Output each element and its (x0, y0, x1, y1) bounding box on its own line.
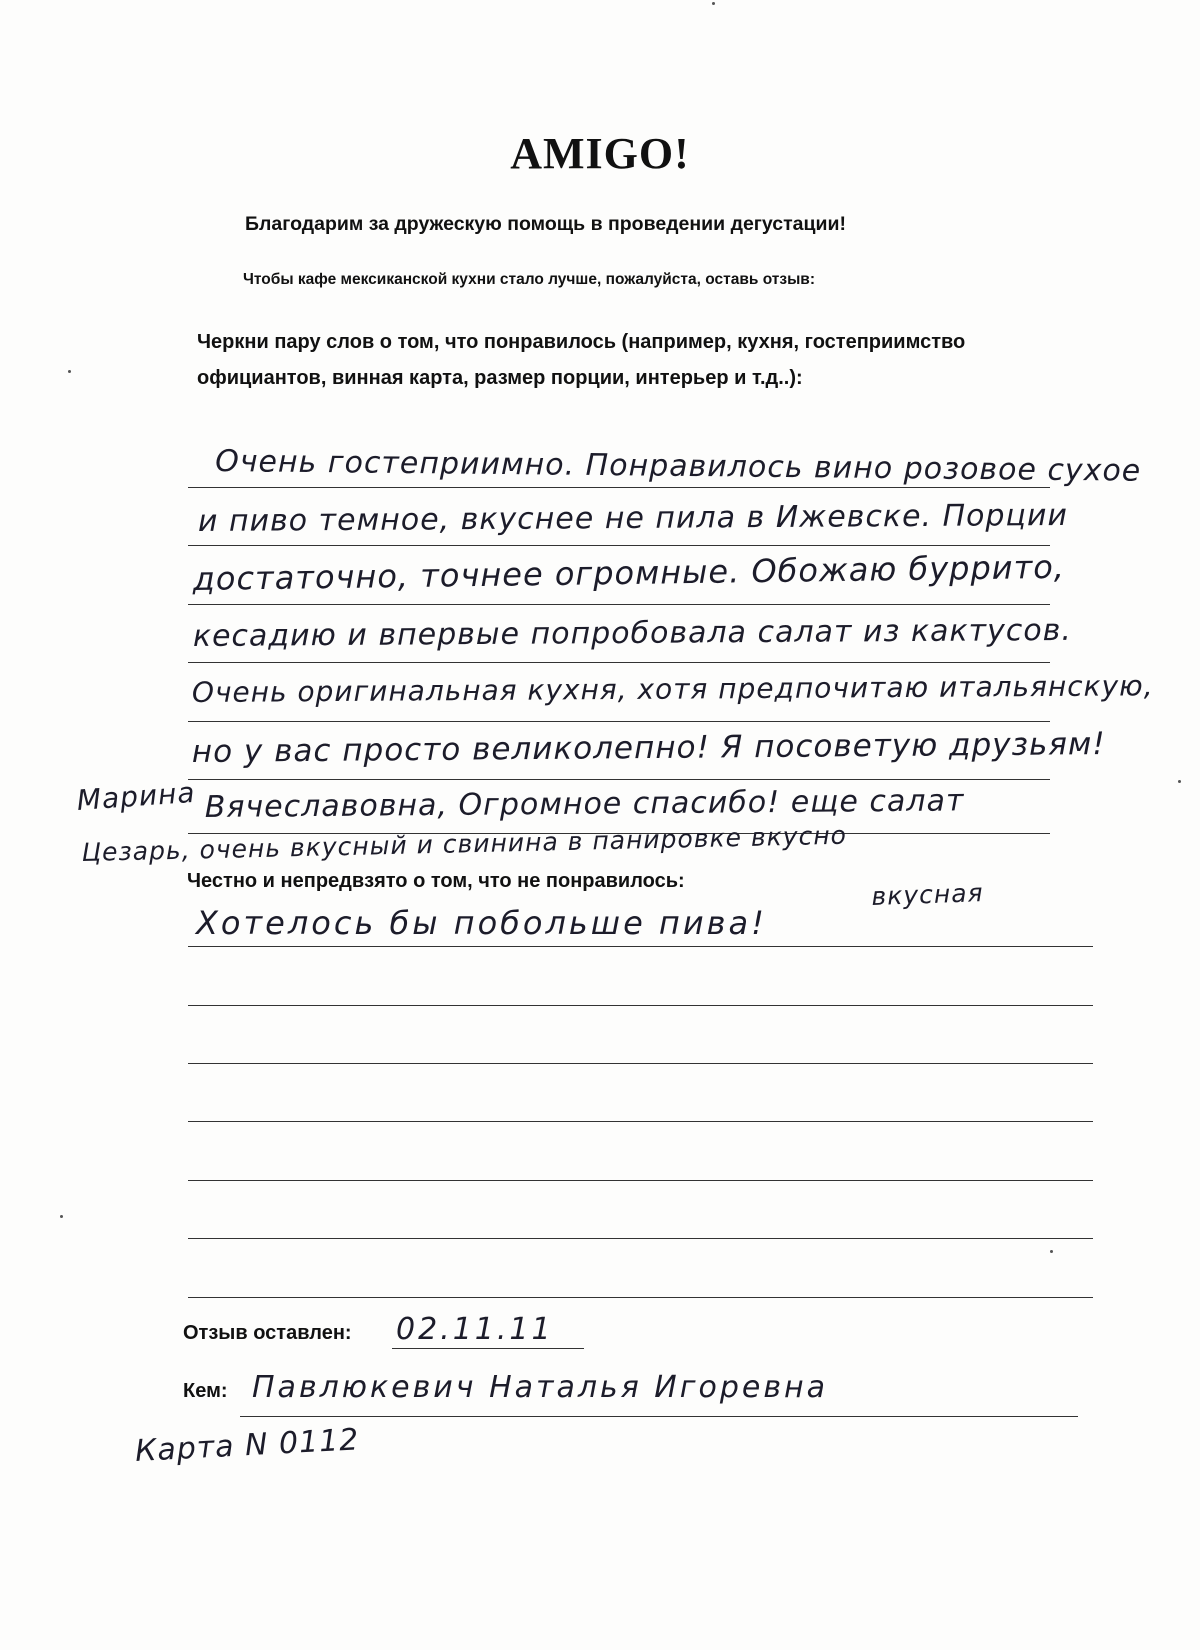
disliked-rule-2 (188, 1005, 1093, 1006)
liked-prompt: Черкни пару слов о том, что понравилось (например, кухня, гостеприимство официантов, винная карта, размер порции, интерьер и т.д..): (197, 331, 966, 389)
date-label: Отзыв оставлен: (183, 1322, 352, 1344)
liked-handwritten-line: но у вас просто великолепно! Я посоветую друзьям! (191, 726, 1106, 770)
date-value: 02.11.11 (396, 1312, 554, 1347)
liked-handwritten-line: Очень гостеприимно. Понравилось вино розовое сухое (215, 444, 1142, 489)
scan-speck (1178, 780, 1181, 783)
disliked-rule-1 (188, 946, 1093, 947)
scan-speck (1050, 1250, 1053, 1253)
scan-speck (60, 1215, 63, 1218)
liked-rule-2 (188, 545, 1050, 546)
date-underline (392, 1348, 584, 1349)
disliked-rule-7 (188, 1297, 1093, 1298)
liked-handwritten-line: достаточно, точнее огромные. Обожаю буррито, (192, 547, 1066, 598)
scan-speck (68, 370, 71, 373)
disliked-rule-5 (188, 1180, 1093, 1181)
by-underline (240, 1416, 1078, 1417)
signer-name: Павлюкевич Наталья Игоревна (252, 1370, 829, 1405)
by-label: Кем: (183, 1380, 228, 1402)
request-text: Чтобы кафе мексиканской кухни стало лучше, пожалуйста, оставь отзыв: (243, 271, 816, 288)
card-note: Карта N 0112 (134, 1422, 361, 1469)
liked-rule-6 (188, 779, 1050, 780)
liked-rule-3 (188, 604, 1050, 605)
liked-rule-4 (188, 662, 1050, 663)
disliked-rule-3 (188, 1063, 1093, 1064)
margin-name: Марина (75, 775, 197, 817)
liked-handwritten-line: Цезарь, очень вкусный и свинина в панировке вкусно (81, 820, 848, 867)
liked-handwritten-line: и пиво темное, вкуснее не пила в Ижевске. Порции (197, 497, 1069, 539)
disliked-prompt: Честно и непредвзято о том, что не понравилось: (187, 870, 685, 892)
form-title: AMIGO! (510, 129, 690, 178)
disliked-rule-6 (188, 1238, 1093, 1239)
thanks-text: Благодарим за дружескую помощь в проведении дегустации! (245, 213, 846, 235)
scan-speck (712, 2, 715, 5)
liked-rule-5 (188, 721, 1050, 722)
disliked-handwritten-line: Хотелось бы побольше пива! (196, 904, 767, 942)
margin-word: вкусная (870, 878, 985, 911)
disliked-rule-4 (188, 1121, 1093, 1122)
liked-handwritten-line: Вячеславовна, Огромное спасибо! еще салат (204, 783, 965, 825)
liked-rule-1 (188, 487, 1050, 488)
liked-handwritten-line: кесадию и впервые попробовала салат из кактусов. (192, 612, 1073, 654)
liked-handwritten-line: Очень оригинальная кухня, хотя предпочитаю итальянскую, (191, 669, 1154, 709)
